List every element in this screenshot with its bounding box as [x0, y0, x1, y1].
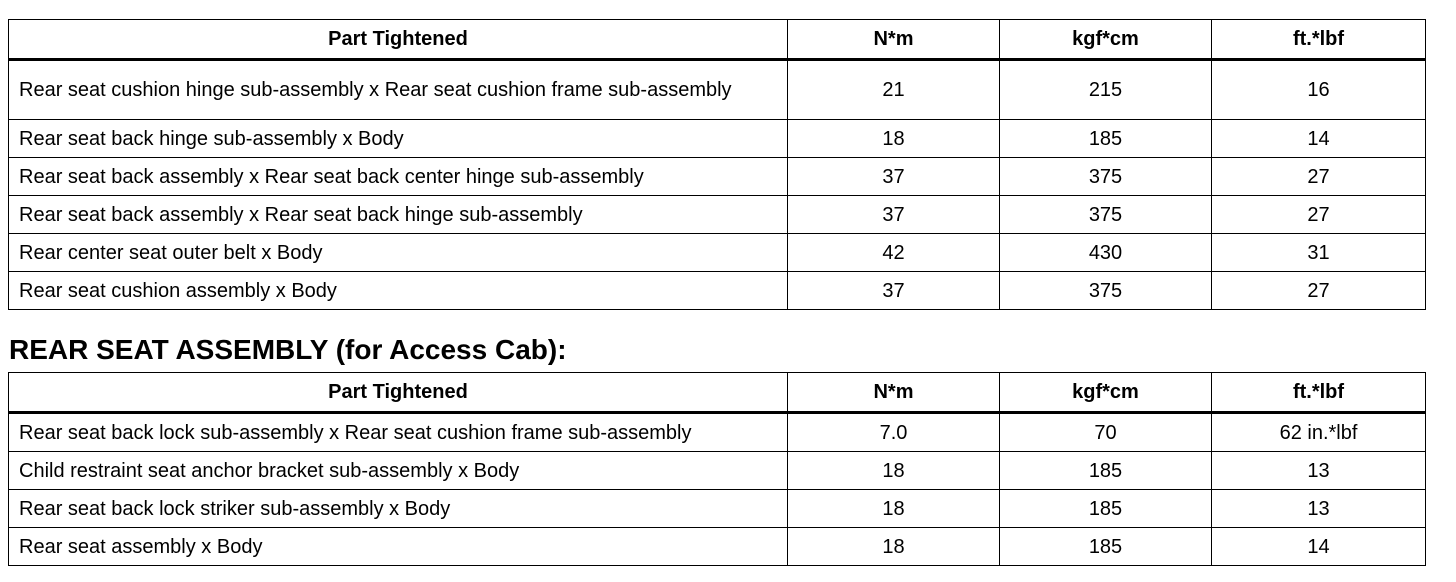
ft-cell: 14	[1212, 528, 1426, 566]
kgf-cell: 375	[1000, 158, 1212, 196]
part-cell: Rear seat back lock striker sub-assembly x Body	[9, 490, 788, 528]
table-row	[9, 234, 1426, 272]
part-cell: Rear seat back assembly x Rear seat back center hinge sub-assembly	[9, 158, 788, 196]
table-row	[9, 490, 1426, 528]
nm-cell: 42	[788, 234, 1000, 272]
table-row	[9, 452, 1426, 490]
nm-cell: 37	[788, 196, 1000, 234]
ft-cell: 16	[1212, 60, 1426, 120]
ft-cell: 27	[1212, 196, 1426, 234]
header-ft-lbf: ft.*lbf	[1212, 20, 1426, 60]
header-part-tightened: Part Tightened	[9, 20, 788, 60]
torque-spec-table-1	[8, 19, 1426, 310]
nm-cell: 18	[788, 452, 1000, 490]
part-cell: Rear seat back hinge sub-assembly x Body	[9, 120, 788, 158]
nm-cell: 37	[788, 272, 1000, 310]
header-nm: N*m	[788, 373, 1000, 413]
nm-cell: 18	[788, 490, 1000, 528]
table-row	[9, 60, 1426, 120]
kgf-cell: 375	[1000, 196, 1212, 234]
ft-cell: 27	[1212, 272, 1426, 310]
nm-cell: 18	[788, 120, 1000, 158]
part-cell: Rear seat back lock sub-assembly x Rear seat cushion frame sub-assembly	[9, 413, 788, 452]
nm-cell: 18	[788, 528, 1000, 566]
part-cell: Rear seat assembly x Body	[9, 528, 788, 566]
header-kgf-cm: kgf*cm	[1000, 373, 1212, 413]
section-title: REAR SEAT ASSEMBLY (for Access Cab):	[9, 334, 567, 365]
ft-cell: 27	[1212, 158, 1426, 196]
kgf-cell: 185	[1000, 490, 1212, 528]
header-nm: N*m	[788, 20, 1000, 60]
kgf-cell: 185	[1000, 528, 1212, 566]
table-row	[9, 413, 1426, 452]
table-row	[9, 196, 1426, 234]
ft-cell: 13	[1212, 452, 1426, 490]
nm-cell: 21	[788, 60, 1000, 120]
part-cell: Rear seat cushion assembly x Body	[9, 272, 788, 310]
part-cell: Child restraint seat anchor bracket sub-assembly x Body	[9, 452, 788, 490]
table-row	[9, 528, 1426, 566]
kgf-cell: 185	[1000, 452, 1212, 490]
ft-cell: 14	[1212, 120, 1426, 158]
header-part-tightened: Part Tightened	[9, 373, 788, 413]
part-cell: Rear seat back assembly x Rear seat back hinge sub-assembly	[9, 196, 788, 234]
kgf-cell: 185	[1000, 120, 1212, 158]
kgf-cell: 70	[1000, 413, 1212, 452]
kgf-cell: 215	[1000, 60, 1212, 120]
ft-cell: 62 in.*lbf	[1212, 413, 1426, 452]
table-header-row	[9, 20, 1426, 60]
table-row	[9, 272, 1426, 310]
ft-cell: 31	[1212, 234, 1426, 272]
part-cell: Rear seat cushion hinge sub-assembly x Rear seat cushion frame sub-assembly	[9, 60, 788, 120]
part-cell: Rear center seat outer belt x Body	[9, 234, 788, 272]
table-row	[9, 158, 1426, 196]
nm-cell: 37	[788, 158, 1000, 196]
kgf-cell: 430	[1000, 234, 1212, 272]
header-ft-lbf: ft.*lbf	[1212, 373, 1426, 413]
torque-spec-table-2	[8, 372, 1426, 566]
ft-cell: 13	[1212, 490, 1426, 528]
table-row	[9, 120, 1426, 158]
kgf-cell: 375	[1000, 272, 1212, 310]
table-header-row	[9, 373, 1426, 413]
nm-cell: 7.0	[788, 413, 1000, 452]
header-kgf-cm: kgf*cm	[1000, 20, 1212, 60]
